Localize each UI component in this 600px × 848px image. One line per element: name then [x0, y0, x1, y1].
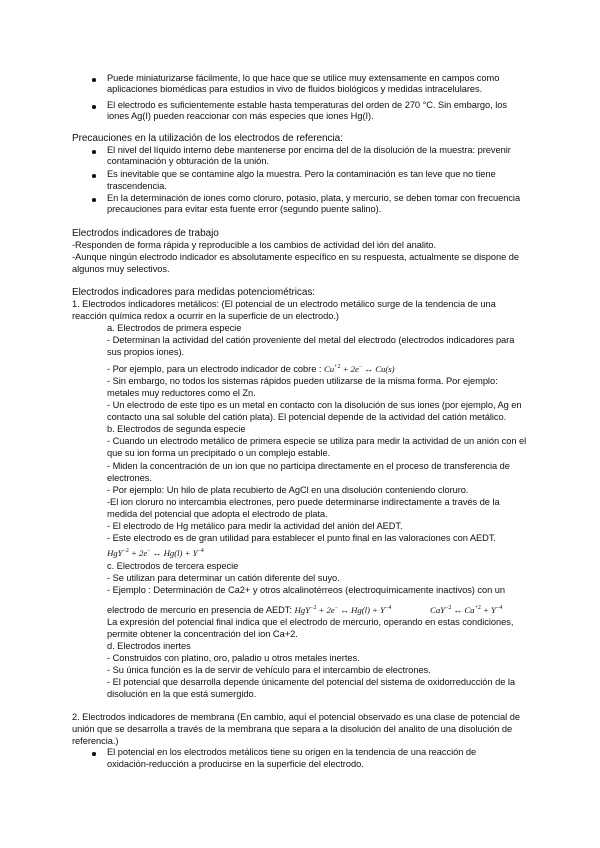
text-line: algunos muy selectivos.	[72, 264, 170, 274]
section-heading: Precauciones en la utilización de los electrodos de referencia:	[72, 133, 343, 144]
text-line: - Construidos con platino, oro, paladio u otros metales inertes.	[107, 653, 360, 663]
text-line: medida del potencial que adopta el electrodo de plata.	[107, 509, 328, 519]
text-line: - Cuando un electrodo metálico de primera especie se utiliza para medir la actividad de un anión con el	[107, 436, 527, 446]
text-line: -Aunque ningún electrodo indicador es absolutamente específico en su respuesta, actualmente se dispone de	[72, 252, 519, 262]
text-line: - Se utilizan para determinar un catión diferente del suyo.	[107, 573, 340, 583]
text-line: - Ejemplo : Determinación de Ca2+ y otros alcalinotérreos (electroquímicamente inactivos) con un	[107, 585, 505, 595]
text-line: aplicaciones biomédicas para estudios in vivo de fluidos biológicos y medidas intracelulares.	[107, 84, 483, 94]
cay-formula: CaY$^{-2}$ ↔ $Ca^{+2} + Y^{-4}$	[430, 605, 503, 615]
text-line: 1. Electrodos indicadores metálicos: (El potencial de un electrodo metálico surge de la tendencia de una	[72, 299, 496, 309]
text-line: - Este electrodo es de gran utilidad para establecer el punto final en las valoraciones con AEDT.	[107, 533, 496, 543]
text-line: precauciones para evitar esta fuente error (segundo puente salino).	[107, 204, 382, 214]
text-line: sus propios iones).	[107, 347, 185, 357]
text-line: que su ion forma un precipitado o un complejo estable.	[107, 448, 331, 458]
copper-formula: $Cu^{+2} + 2e^-$ ↔ Cu(s)	[323, 364, 395, 374]
bullet-icon	[92, 752, 96, 756]
hgy-formula: HgY$^{-2}$ + 2e− ↔ $Hg(l) + Y^{-4}$	[107, 548, 204, 558]
text-line: El nivel del líquido interno debe mantenerse por encima del de la disolución de la muestra: prevenir	[107, 145, 511, 155]
text-line: - Por ejemplo: Un hilo de plata recubierto de AgCl en una disolución conteniendo cloruro.	[107, 485, 469, 495]
bullet-icon	[92, 150, 96, 154]
text-line: La expresión del potencial final indica que el electrodo de mercurio, operando en estas condiciones,	[107, 617, 514, 627]
mercury-text: electrodo de mercurio en presencia de AEDT:	[107, 605, 292, 615]
text-line: - Sin embargo, no todos los sistemas rápidos pueden utilizarse de la misma forma. Por ejemplo:	[107, 376, 498, 386]
text-line: reacción química redox a ocurrir en la superficie de un electrodo.)	[72, 311, 339, 321]
text-line: -Responden de forma rápida y reproducible a los cambios de actividad del ión del analito.	[72, 240, 437, 250]
text-line: metales muy reductores como el Zn.	[107, 388, 256, 398]
text-line: - Miden la concentración de un ion que no participa directamente en el proceso de transferencia de	[107, 461, 510, 471]
text-line: oxidación-reducción a producirse en la superficie del electrodo.	[107, 759, 364, 769]
bullet-icon	[92, 105, 96, 109]
subsection-heading: a. Electrodos de primera especie	[107, 323, 242, 333]
text-line: referencia.)	[72, 736, 119, 746]
bullet-icon	[92, 78, 96, 82]
text-line: El potencial en los electrodos metálicos tiene su origen en la tendencia de una reacción de	[107, 747, 477, 757]
text-line	[107, 603, 391, 616]
text-line: Puede miniaturizarse fácilmente, lo que hace que se utilice muy extensamente en campos como	[107, 73, 500, 83]
text-line: - Determinan la actividad del catión proveniente del metal del electrodo (electrodos indicadores para	[107, 335, 515, 345]
text-line: electrones.	[107, 473, 152, 483]
text-line: unión que se desarrolla a través de la membrana que separa a la disolución del analito de una disolución de	[72, 724, 513, 734]
bullet-icon	[92, 174, 96, 178]
text-line: - Un electrodo de este tipo es un metal en contacto con la disolución de sus iones (por ejemplo, Ag en	[107, 400, 522, 410]
example-text: - Por ejemplo, para un electrodo indicador de cobre :	[107, 364, 322, 374]
text-line: trascendencia.	[107, 181, 167, 191]
section-heading: Electrodos indicadores de trabajo	[72, 228, 219, 239]
text-line	[107, 362, 395, 375]
text-line: El electrodo es suficientemente estable hasta temperaturas del orden de 270 °C. Sin embargo, los	[107, 100, 507, 110]
subsection-heading: c. Electrodos de tercera especie	[107, 561, 239, 571]
text-line: En la determinación de iones como cloruro, potasio, plata, y mercurio, se deben tomar con frecuencia	[107, 193, 521, 203]
text-line: 2. Electrodos indicadores de membrana (En cambio, aquí el potencial observado es una clase de potencial de	[72, 712, 520, 722]
section-heading: Electrodos indicadores para medidas potenciométricas:	[72, 287, 316, 298]
text-line: Es inevitable que se contamine algo la muestra. Pero la contaminación es tan leve que no tiene	[107, 169, 496, 179]
text-line: disolución en la que está sumergido.	[107, 689, 257, 699]
text-line: - El potencial que desarrolla depende únicamente del potencial del sistema de oxidorreducción de la	[107, 677, 515, 687]
text-line: contacto una sal soluble del catión plata). El potencial depende de la actividad del catión metálico.	[107, 412, 507, 422]
text-line: contaminación y obturación de la unión.	[107, 156, 269, 166]
hgy-formula: HgY$^{-2}$ + 2e− ↔ $Hg(l) + Y^{-4}$	[294, 605, 392, 615]
text-line: iones Ag(I) pueden reaccionar con más especies que iones Hg(I).	[107, 111, 374, 121]
text-line: -El ion cloruro no intercambia electrones, pero puede determinarse indirectamente a través de la	[107, 497, 500, 507]
subsection-heading: d. Electrodos inertes	[107, 641, 191, 651]
text-line: - Su única función es la de servir de vehículo para el intercambio de electrones.	[107, 665, 431, 675]
text-line: permite obtener la concentración del ion Ca+2.	[107, 629, 298, 639]
subsection-heading: b. Electrodos de segunda especie	[107, 424, 246, 434]
text-line: - El electrodo de Hg metálico para medir la actividad del anión del AEDT.	[107, 521, 403, 531]
bullet-icon	[92, 198, 96, 202]
